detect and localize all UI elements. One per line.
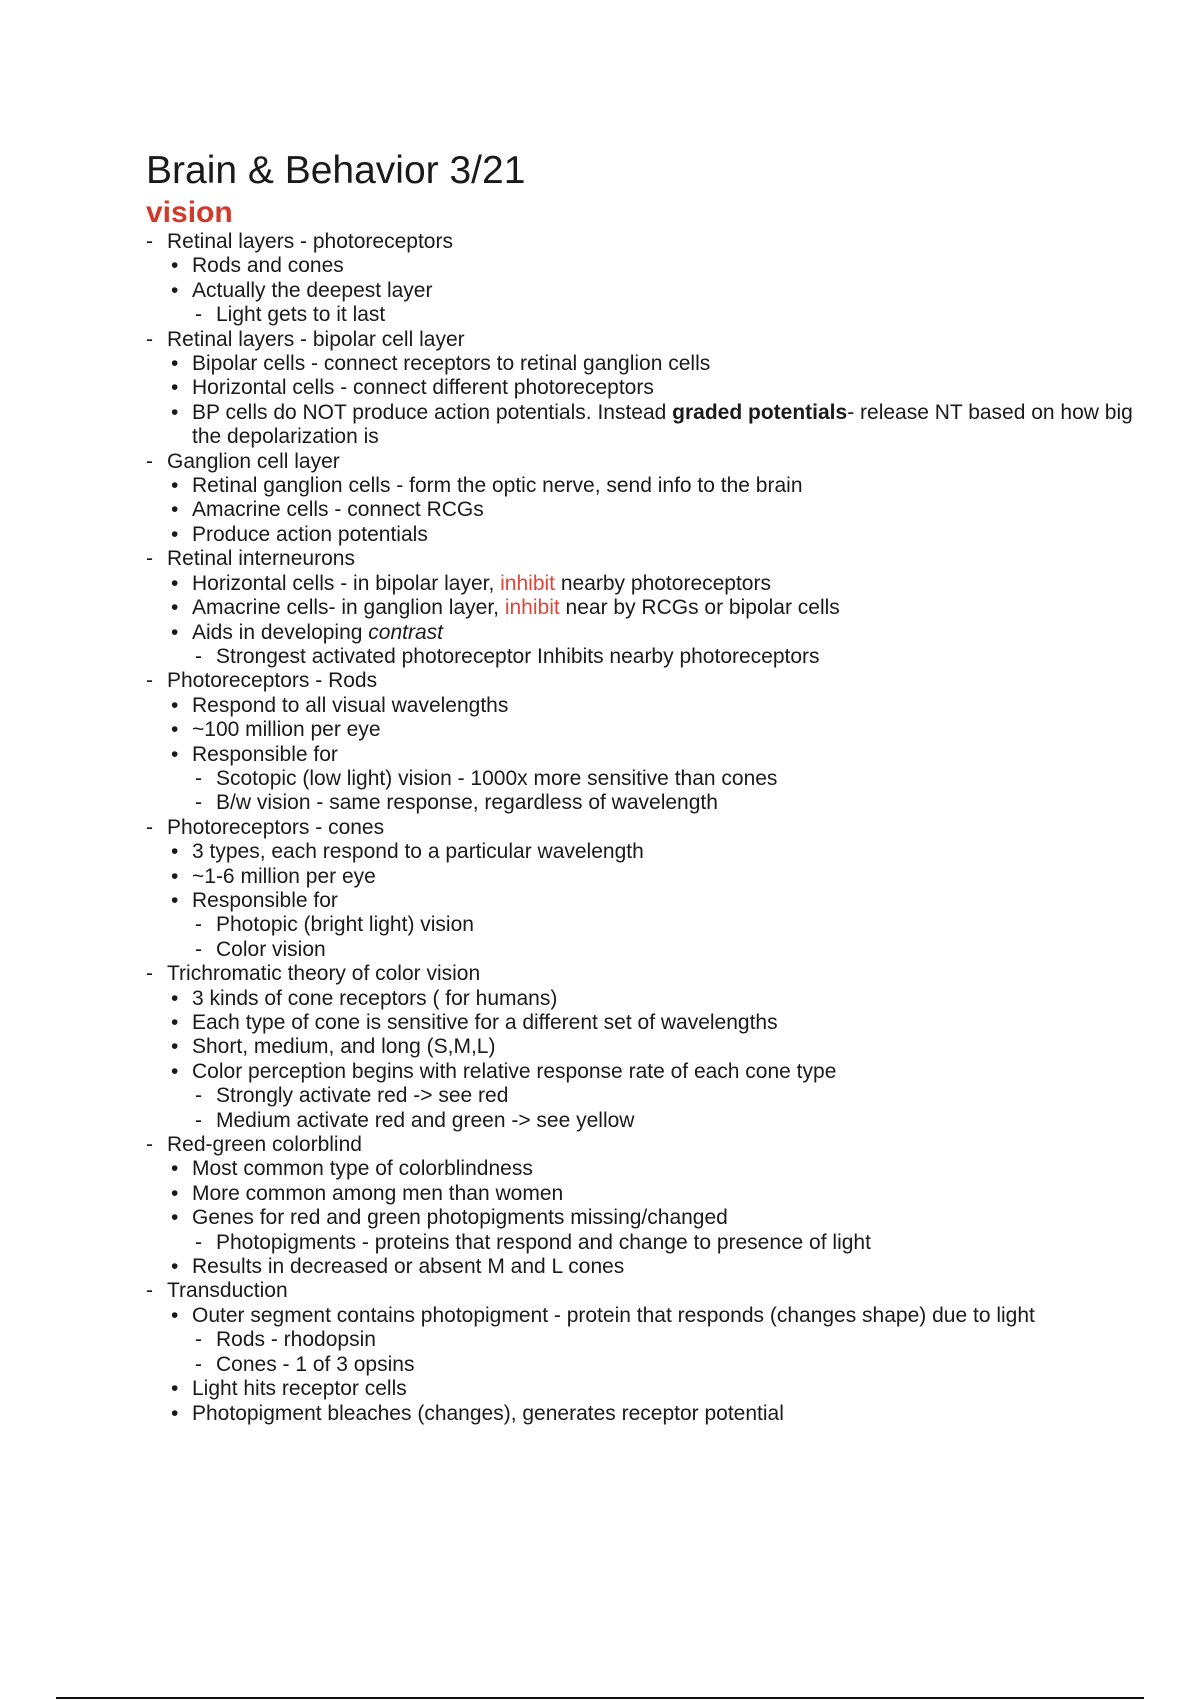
italic-text: contrast — [368, 620, 443, 644]
bullet-marker: • — [171, 864, 179, 888]
note-text: Rods - rhodopsin — [216, 1328, 376, 1352]
note-heading — [146, 547, 1156, 571]
note-text: Medium activate red and green -> see yellow — [216, 1108, 635, 1132]
note-subitem — [146, 938, 1156, 962]
bullet-marker: • — [171, 596, 179, 620]
note-text: Amacrine cells- in ganglion layer, — [192, 596, 505, 620]
note-item — [146, 376, 1156, 400]
note-item — [146, 743, 1156, 767]
note-subitem — [146, 1328, 1156, 1352]
note-item — [146, 621, 1156, 645]
dash-marker: - — [146, 962, 153, 986]
bullet-marker: • — [171, 888, 179, 912]
bullet-marker: • — [171, 718, 179, 742]
bullet-marker: • — [171, 1011, 179, 1034]
dash-marker: - — [146, 230, 153, 253]
note-text: Retinal ganglion cells - form the optic nerve, send info to the brain — [192, 474, 803, 498]
note-subitem — [146, 645, 1156, 669]
note-text: Strongest activated photoreceptor Inhibits nearby photoreceptors — [216, 644, 820, 668]
dash-marker: - — [195, 937, 202, 961]
bullet-marker: • — [171, 840, 179, 864]
note-text: Most common type of colorblindness — [192, 1157, 533, 1181]
note-item — [146, 1182, 1156, 1206]
notes-list — [146, 230, 1156, 1426]
bullet-marker: • — [171, 986, 179, 1010]
note-text: Each type of cone is sensitive for a different set of wavelengths — [192, 1011, 778, 1034]
note-text: nearby photoreceptors — [555, 571, 771, 595]
note-item — [146, 498, 1156, 522]
note-item — [146, 1377, 1156, 1401]
note-item — [146, 352, 1156, 376]
dash-marker: - — [146, 1133, 153, 1157]
note-text: Results in decreased or absent M and L cones — [192, 1255, 625, 1279]
bullet-marker: • — [171, 498, 179, 522]
page-title: Brain & Behavior 3/21 — [146, 149, 526, 192]
note-text: Horizontal cells - connect different photoreceptors — [192, 376, 654, 400]
note-text: More common among men than women — [192, 1181, 564, 1205]
note-heading — [146, 1133, 1156, 1157]
note-item — [146, 474, 1156, 498]
note-item — [146, 987, 1156, 1011]
note-text: Scotopic (low light) vision - 1000x more sensitive than cones — [216, 766, 778, 790]
bullet-marker: • — [171, 571, 179, 595]
note-text: Photopigment bleaches (changes), generates receptor potential — [192, 1401, 784, 1425]
dash-marker: - — [195, 1230, 202, 1254]
bullet-marker: • — [171, 352, 179, 376]
dash-marker: - — [195, 1328, 202, 1352]
bullet-marker: • — [171, 1035, 179, 1059]
bullet-marker: • — [171, 400, 179, 424]
note-item — [146, 1402, 1156, 1426]
note-text: BP cells do NOT produce action potentials. Instead — [192, 400, 673, 424]
dash-marker: - — [195, 913, 202, 937]
note-heading — [146, 230, 1156, 254]
dash-marker: - — [146, 547, 153, 571]
note-text: Responsible for — [192, 888, 338, 912]
dash-marker: - — [195, 1108, 202, 1132]
note-item — [146, 523, 1156, 547]
note-text: Red-green colorblind — [167, 1133, 362, 1157]
bullet-marker: • — [171, 376, 179, 400]
note-text: Photopic (bright light) vision — [216, 913, 474, 937]
note-subitem — [146, 1109, 1156, 1133]
note-item — [146, 1035, 1156, 1059]
note-text: Color vision — [216, 937, 326, 961]
note-text: Light hits receptor cells — [192, 1377, 407, 1401]
highlight-text: inhibit — [504, 596, 560, 620]
section-heading: vision — [146, 196, 233, 229]
note-item — [146, 840, 1156, 864]
bullet-marker: • — [171, 1303, 179, 1327]
bullet-marker: • — [171, 1181, 179, 1205]
note-text: Retinal interneurons — [167, 547, 355, 571]
note-heading — [146, 450, 1156, 474]
note-text: ~1-6 million per eye — [192, 864, 376, 888]
bullet-marker: • — [171, 522, 179, 546]
note-heading — [146, 669, 1156, 693]
note-heading — [146, 816, 1156, 840]
dash-marker: - — [146, 815, 153, 839]
bullet-marker: • — [171, 1059, 179, 1083]
note-item — [146, 1060, 1156, 1084]
note-text: Photopigments - proteins that respond and change to presence of light — [216, 1230, 871, 1254]
note-item — [146, 1206, 1156, 1230]
note-text: Horizontal cells - in bipolar layer, — [192, 571, 501, 595]
note-subitem — [146, 791, 1156, 815]
highlight-text: inhibit — [500, 571, 556, 595]
note-text: Outer segment contains photopigment - protein that responds (changes shape) due to light — [192, 1303, 1035, 1327]
dash-marker: - — [146, 1279, 153, 1303]
note-subitem — [146, 1084, 1156, 1108]
note-text: Color perception begins with relative response rate of each cone type — [192, 1059, 837, 1083]
note-text: 3 kinds of cone receptors ( for humans) — [192, 986, 558, 1010]
bullet-marker: • — [171, 278, 179, 302]
note-text: Rods and cones — [192, 254, 344, 278]
note-heading — [146, 328, 1156, 352]
note-text: Trichromatic theory of color vision — [167, 962, 481, 986]
note-item — [146, 1255, 1156, 1279]
note-text: Strongly activate red -> see red — [216, 1084, 509, 1108]
note-text: Retinal layers - photoreceptors — [167, 230, 453, 253]
bold-text: graded potentials — [672, 400, 848, 424]
bullet-marker: • — [171, 254, 179, 278]
note-item — [146, 1011, 1156, 1035]
note-subitem — [146, 767, 1156, 791]
dash-marker: - — [195, 766, 202, 790]
bullet-marker: • — [171, 1157, 179, 1181]
bullet-marker: • — [171, 1206, 179, 1230]
note-text: Genes for red and green photopigments missing/changed — [192, 1206, 728, 1230]
note-text: 3 types, each respond to a particular wavelength — [192, 840, 644, 864]
note-text: Amacrine cells - connect RCGs — [192, 498, 484, 522]
note-text: Transduction — [167, 1279, 288, 1303]
note-item — [146, 889, 1156, 913]
note-text: Responsible for — [192, 742, 338, 766]
dash-marker: - — [146, 449, 153, 473]
note-text: Produce action potentials — [192, 522, 428, 546]
dash-marker: - — [195, 644, 202, 668]
note-text: Retinal layers - bipolar cell layer — [167, 327, 465, 351]
note-text: Cones - 1 of 3 opsins — [216, 1352, 415, 1376]
dash-marker: - — [195, 1352, 202, 1376]
bullet-marker: • — [171, 1255, 179, 1279]
note-item — [146, 401, 1156, 450]
note-text: ~100 million per eye — [192, 718, 381, 742]
note-item — [146, 254, 1156, 278]
note-text: Respond to all visual wavelengths — [192, 693, 509, 717]
note-subitem — [146, 1231, 1156, 1255]
note-text: Short, medium, and long (S,M,L) — [192, 1035, 496, 1059]
note-item — [146, 865, 1156, 889]
dash-marker: - — [195, 1084, 202, 1108]
note-heading — [146, 1279, 1156, 1303]
note-item — [146, 1304, 1156, 1328]
dash-marker: - — [195, 791, 202, 815]
note-text: Light gets to it last — [216, 303, 386, 327]
bullet-marker: • — [171, 1377, 179, 1401]
note-item — [146, 694, 1156, 718]
note-text: near by RCGs or bipolar cells — [559, 596, 840, 620]
bullet-marker: • — [171, 742, 179, 766]
note-heading — [146, 962, 1156, 986]
note-item — [146, 718, 1156, 742]
note-subitem — [146, 1353, 1156, 1377]
note-text: Actually the deepest layer — [192, 278, 433, 302]
bullet-marker: • — [171, 620, 179, 644]
bullet-marker: • — [171, 474, 179, 498]
note-subitem — [146, 913, 1156, 937]
note-subitem — [146, 303, 1156, 327]
bottom-rule — [56, 1697, 1144, 1699]
note-text: Bipolar cells - connect receptors to retinal ganglion cells — [192, 352, 711, 376]
note-item — [146, 1157, 1156, 1181]
bullet-marker: • — [171, 1401, 179, 1425]
dash-marker: - — [146, 669, 153, 693]
note-text: Photoreceptors - Rods — [167, 669, 378, 693]
dash-marker: - — [195, 303, 202, 327]
dash-marker: - — [146, 327, 153, 351]
note-item — [146, 572, 1156, 596]
note-text: Ganglion cell layer — [167, 449, 340, 473]
note-text: Photoreceptors - cones — [167, 815, 385, 839]
note-text: B/w vision - same response, regardless of wavelength — [216, 791, 718, 815]
note-item — [146, 279, 1156, 303]
note-text: - release NT based on how big the depolarization is — [192, 400, 1133, 449]
note-item — [146, 596, 1156, 620]
bullet-marker: • — [171, 693, 179, 717]
note-text: Aids in developing — [192, 620, 369, 644]
